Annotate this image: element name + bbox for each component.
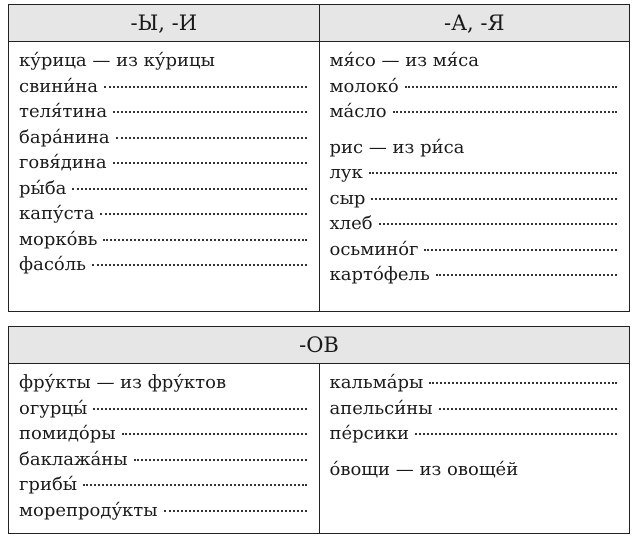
answer-blank-line[interactable] [369, 172, 617, 174]
answer-blank-line[interactable] [72, 188, 306, 190]
endings-table-ov [8, 326, 630, 534]
word-line [19, 99, 311, 125]
example-line [19, 48, 311, 74]
word-line [19, 176, 311, 202]
word-text: баклажа́ны [19, 448, 128, 470]
word-line [330, 99, 622, 125]
word-line [19, 472, 311, 498]
word-text: хлеб [329, 213, 373, 234]
word-text: капу́ста [19, 203, 95, 224]
example-text: рис — из ри́са [329, 136, 465, 158]
word-line [19, 396, 311, 422]
word-line [330, 370, 622, 396]
column-ov-right [319, 364, 630, 533]
word-line [19, 150, 311, 176]
example-line [330, 457, 622, 483]
word-line [330, 160, 622, 186]
word-text: лук [329, 162, 363, 183]
answer-blank-line[interactable] [83, 484, 306, 486]
word-text: фасо́ль [19, 254, 86, 275]
word-text: теля́тина [19, 101, 108, 122]
word-text: грибы́ [19, 474, 78, 495]
word-text: сыр [329, 187, 366, 209]
word-line [19, 498, 311, 524]
table-header-row [9, 5, 629, 42]
word-text: морко́вь [19, 228, 98, 250]
word-line [330, 396, 622, 422]
answer-blank-line[interactable] [100, 213, 306, 215]
word-text: ры́ба [19, 177, 67, 199]
word-text: говя́дина [19, 152, 107, 173]
word-line [330, 186, 622, 212]
column-ov-left [9, 364, 319, 533]
word-line [19, 201, 311, 227]
word-line [19, 74, 311, 100]
word-text: кальма́ры [329, 372, 424, 393]
answer-blank-line[interactable] [379, 223, 617, 225]
answer-blank-line[interactable] [393, 111, 617, 113]
example-line [330, 135, 622, 161]
table-header-row [9, 327, 629, 364]
word-line [330, 262, 622, 288]
word-text: осьмино́г [329, 238, 419, 260]
word-line [330, 74, 622, 100]
example-text: ку́рица — из ку́рицы [19, 50, 215, 71]
word-text: карто́фель [329, 264, 430, 285]
word-text: свини́на [19, 75, 98, 97]
answer-blank-line[interactable] [424, 249, 617, 251]
answer-blank-line[interactable] [405, 86, 617, 88]
answer-blank-line[interactable] [122, 433, 307, 435]
example-line [19, 370, 311, 396]
column-a-ya [319, 42, 630, 311]
answer-blank-line[interactable] [429, 382, 617, 384]
header-a-ya: -А, -Я [319, 5, 630, 41]
answer-blank-line[interactable] [415, 433, 617, 435]
word-text: апельси́ны [329, 397, 433, 419]
answer-blank-line[interactable] [116, 137, 307, 139]
word-line [19, 252, 311, 278]
table-body-row [9, 364, 629, 533]
example-text: о́вощи — из овоще́й [329, 458, 519, 480]
word-line [19, 227, 311, 253]
header-y-i: -Ы, -И [130, 11, 198, 35]
word-text: пе́рсики [329, 423, 409, 444]
answer-blank-line[interactable] [92, 264, 307, 266]
example-text: фру́кты — из фру́ктов [19, 372, 227, 393]
answer-blank-line[interactable] [103, 239, 306, 241]
answer-blank-line[interactable] [113, 162, 307, 164]
answer-blank-line[interactable] [113, 111, 306, 113]
table-body-row [9, 42, 629, 311]
column-y-i [9, 42, 319, 311]
example-text: мя́со — из мя́са [329, 50, 479, 71]
answer-blank-line[interactable] [104, 86, 307, 88]
word-line [19, 447, 311, 473]
word-line [330, 237, 622, 263]
answer-blank-line[interactable] [439, 408, 617, 410]
endings-table-y-i-a-ya [8, 4, 630, 312]
answer-blank-line[interactable] [371, 198, 617, 200]
word-text: помидо́ры [19, 423, 116, 444]
answer-blank-line[interactable] [436, 274, 617, 276]
example-line [330, 48, 622, 74]
word-text: молоко́ [329, 75, 399, 97]
word-line [330, 421, 622, 447]
word-line [19, 421, 311, 447]
header-ov: -ОВ [299, 333, 339, 357]
word-text: ма́сло [329, 101, 387, 122]
word-line [330, 211, 622, 237]
word-text: огурцы́ [19, 397, 88, 419]
answer-blank-line[interactable] [134, 459, 307, 461]
word-text: бара́нина [19, 126, 110, 148]
word-line [19, 125, 311, 151]
answer-blank-line[interactable] [93, 408, 306, 410]
word-text: морепроду́кты [19, 499, 158, 521]
answer-blank-line[interactable] [164, 510, 307, 512]
